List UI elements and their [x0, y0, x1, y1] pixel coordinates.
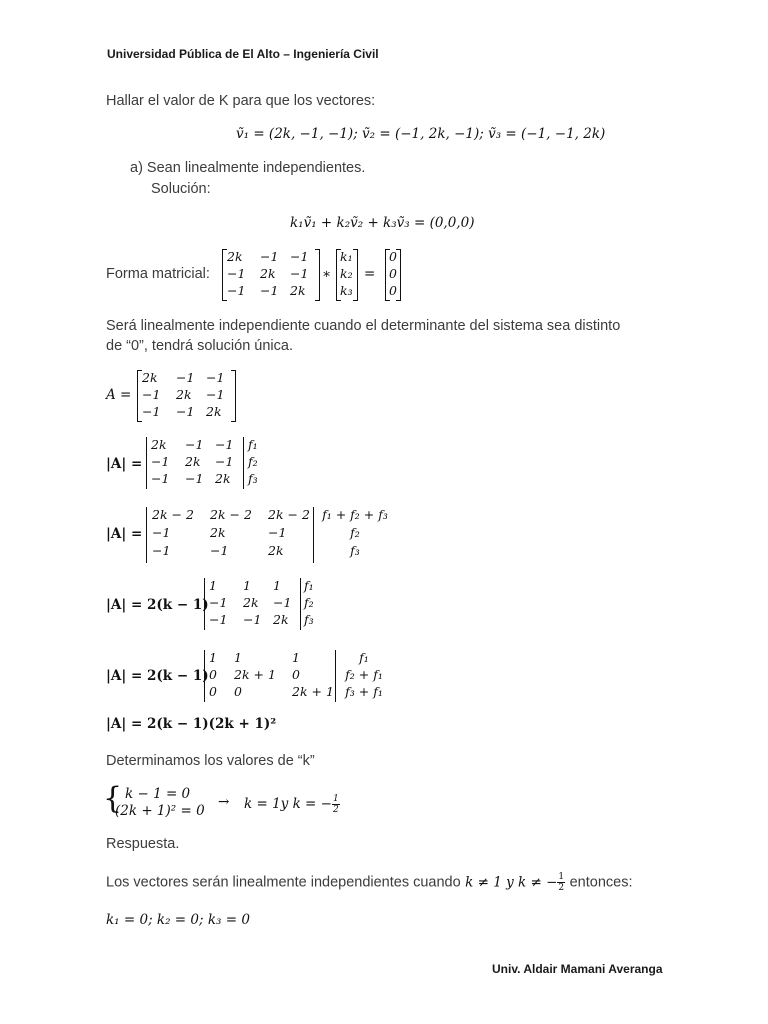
matrix-a	[137, 370, 236, 422]
determinant-3	[204, 578, 301, 630]
item-a: a) Sean linealmente independientes.	[130, 160, 366, 176]
answer-condition: k ≠ 1 y k ≠ −	[465, 874, 558, 891]
matrix-a-cell: 2k	[142, 370, 158, 385]
determinant-4-cell: 0	[292, 667, 300, 682]
det-label-4: |A| = 2(k − 1)	[106, 668, 209, 684]
zero-vector-entry: 0	[389, 266, 397, 281]
coefficient-matrix-row	[227, 283, 318, 298]
final-k-values: k₁ = 0; k₂ = 0; k₃ = 0	[106, 912, 250, 928]
determinant-2-row	[152, 543, 316, 558]
determinant-1-cell: −1	[185, 471, 204, 486]
paragraph-line-1: Será linealmente independiente cuando el determinante del sistema sea distinto	[106, 318, 621, 334]
row-operation: f₃	[304, 612, 314, 627]
k-vector	[336, 249, 358, 301]
coefficient-matrix-row	[227, 266, 318, 281]
author-footer: Univ. Aldair Mamani Averanga	[492, 962, 663, 976]
determinant-2-row	[152, 507, 316, 522]
determinant-4-cell: 0	[209, 667, 217, 682]
determinant-4-row	[209, 650, 336, 665]
fraction-denominator: 2	[332, 805, 339, 815]
zero-vector-entry: 0	[389, 283, 397, 298]
matrix-a-cell: 2k	[176, 387, 192, 402]
k-vector-entry: k₁	[340, 249, 353, 264]
determinant-2-cell: −1	[210, 543, 229, 558]
row-operation: f₃	[350, 543, 360, 558]
coefficient-matrix-cell: 2k	[290, 283, 306, 298]
coefficient-matrix-cell: 2k	[260, 266, 276, 281]
determinant-1	[146, 437, 244, 489]
determinant-3-cell: 1	[209, 578, 217, 593]
row-operation: f₃ + f₁	[345, 684, 383, 699]
matrix-a-cell: −1	[206, 387, 225, 402]
coefficient-matrix-cell: 2k	[227, 249, 243, 264]
a-label: A =	[106, 387, 132, 403]
determinant-3-row	[209, 578, 301, 593]
determinant-4-cell: 2k + 1	[292, 684, 334, 699]
determinant-2-cell: 2k − 2	[152, 507, 194, 522]
intro-text: Hallar el valor de K para que los vectores:	[106, 93, 376, 109]
determinant-3-cell: 2k	[273, 612, 289, 627]
answer-end: entonces:	[569, 874, 633, 891]
determinant-2-cell: 2k	[268, 543, 284, 558]
determinant-1-row	[151, 471, 243, 486]
fraction-numerator: 1	[332, 794, 339, 804]
coefficient-matrix-cell: −1	[260, 283, 279, 298]
system-eq-1: k − 1 = 0	[125, 786, 191, 802]
determinant-3-row	[209, 595, 301, 610]
system-result	[244, 794, 340, 815]
determinant-3-cell: −1	[209, 612, 228, 627]
row-operation: f₁	[248, 437, 258, 452]
system-result-text: k = 1y k = −	[244, 796, 332, 812]
determinant-2-cell: −1	[152, 525, 171, 540]
determinant-3-cell: 1	[273, 578, 281, 593]
k-vector-entry: k₂	[340, 266, 353, 281]
determinant-1-cell: −1	[215, 454, 234, 469]
row-operation: f₂ + f₁	[345, 667, 383, 682]
determinant-4	[204, 650, 336, 702]
determinant-1-cell: 2k	[215, 471, 231, 486]
determinant-2-cell: −1	[152, 543, 171, 558]
determinant-1-cell: −1	[185, 437, 204, 452]
determinant-1-cell: −1	[151, 454, 170, 469]
determinant-1-cell: 2k	[185, 454, 201, 469]
determinant-1-cell: 2k	[151, 437, 167, 452]
zero-vector	[385, 249, 401, 301]
k-vector-entry: k₃	[340, 283, 353, 298]
determinant-4-cell: 2k + 1	[234, 667, 276, 682]
determinant-4-cell: 1	[292, 650, 300, 665]
forma-matricial-label: Forma matricial:	[106, 266, 210, 282]
zero-vector-entry: 0	[389, 249, 397, 264]
coefficient-matrix-cell: −1	[227, 283, 246, 298]
determinant-2-cell: 2k − 2	[210, 507, 252, 522]
matrix-a-cell: −1	[142, 404, 161, 419]
determinant-3-row	[209, 612, 301, 627]
determinant-3-cell: 2k	[243, 595, 259, 610]
determinant-2-cell: 2k	[210, 525, 226, 540]
answer-line	[106, 872, 632, 893]
determinant-4-row	[209, 667, 336, 682]
determinant-3-cell: 1	[243, 578, 251, 593]
coefficient-matrix-cell: −1	[227, 266, 246, 281]
fraction-one-half	[332, 794, 340, 815]
system-brace: {	[103, 781, 123, 816]
matrix-a-cell: −1	[206, 370, 225, 385]
determinant-4-cell: 0	[209, 684, 217, 699]
answer-fraction-numerator: 1	[558, 872, 565, 882]
determinamos-text: Determinamos los valores de “k”	[106, 753, 315, 769]
coefficient-matrix	[222, 249, 320, 301]
matrix-a-cell: −1	[142, 387, 161, 402]
det-label-1: |A| =	[106, 456, 143, 472]
determinant-1-row	[151, 437, 243, 452]
row-operation: f₂	[350, 525, 360, 540]
det-label-2: |A| =	[106, 526, 143, 542]
det-label-3: |A| = 2(k − 1)	[106, 597, 209, 613]
determinant-1-cell: −1	[151, 471, 170, 486]
determinant-2	[146, 507, 314, 563]
vectors-equation: ṽ₁ = (2k, −1, −1); ṽ₂ = (−1, 2k, −1); ṽ₃ = (−1, −1, 2k)	[236, 126, 606, 142]
matrix-a-cell: 2k	[206, 404, 222, 419]
row-operation: f₃	[248, 471, 258, 486]
matrix-a-row	[142, 404, 234, 419]
coefficient-matrix-cell: −1	[290, 249, 309, 264]
answer-fraction-denominator: 2	[558, 883, 565, 893]
matrix-a-row	[142, 370, 234, 385]
respuesta-label: Respuesta.	[106, 836, 180, 852]
system-eq-2: (2k + 1)² = 0	[115, 803, 205, 819]
coefficient-matrix-cell: −1	[260, 249, 279, 264]
determinant-2-cell: −1	[268, 525, 287, 540]
determinant-4-cell: 1	[234, 650, 242, 665]
determinant-1-cell: −1	[215, 437, 234, 452]
multiply-symbol: ∗	[322, 266, 332, 282]
linear-combination: k₁ṽ₁ + k₂ṽ₂ + k₃ṽ₃ = (0,0,0)	[290, 215, 475, 231]
matrix-a-cell: −1	[176, 370, 195, 385]
determinant-2-cell: 2k − 2	[268, 507, 310, 522]
document-header: Universidad Pública de El Alto – Ingeniería Civil	[107, 47, 379, 61]
row-operation: f₂	[248, 454, 258, 469]
coefficient-matrix-row	[227, 249, 318, 264]
paragraph-line-2: de “0”, tendrá solución única.	[106, 338, 293, 354]
row-operation: f₁	[304, 578, 314, 593]
arrow: →	[218, 794, 230, 810]
coefficient-matrix-cell: −1	[290, 266, 309, 281]
matrix-a-row	[142, 387, 234, 402]
determinant-result: |A| = 2(k − 1)(2k + 1)²	[106, 716, 277, 732]
matrix-a-cell: −1	[176, 404, 195, 419]
determinant-3-cell: −1	[273, 595, 292, 610]
solucion-label: Solución:	[151, 181, 211, 197]
determinant-4-row	[209, 684, 336, 699]
equals-sign: =	[364, 266, 376, 282]
row-operation: f₂	[304, 595, 314, 610]
determinant-3-cell: −1	[209, 595, 228, 610]
determinant-4-cell: 0	[234, 684, 242, 699]
determinant-1-row	[151, 454, 243, 469]
row-operation: f₁ + f₂ + f₃	[322, 507, 388, 522]
row-operation: f₁	[359, 650, 369, 665]
answer-fraction	[557, 872, 565, 893]
determinant-4-cell: 1	[209, 650, 217, 665]
determinant-3-cell: −1	[243, 612, 262, 627]
determinant-2-row	[152, 525, 316, 540]
answer-text: Los vectores serán linealmente independientes cuando	[106, 874, 461, 891]
